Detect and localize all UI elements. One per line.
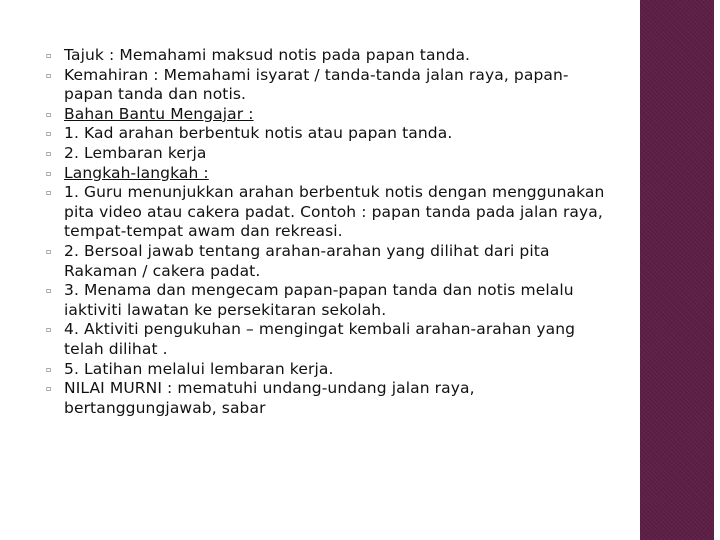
bullet-icon: ▫ <box>46 168 52 178</box>
decorative-side-panel <box>640 0 714 540</box>
bullet-icon: ▫ <box>46 188 52 198</box>
bullet-list <box>46 46 606 418</box>
list-item-bahan-1 <box>46 124 606 144</box>
list-item-langkah-2 <box>46 242 606 281</box>
list-item-kemahiran <box>46 66 606 105</box>
list-item-bahan-bantu <box>46 105 606 125</box>
list-item-text: NILAI MURNI : mematuhi undang-undang jalan raya, bertanggungjawab, sabar <box>64 379 475 417</box>
bullet-icon: ▫ <box>46 148 52 158</box>
list-item-text: Bahan Bantu Mengajar : <box>64 104 254 123</box>
bullet-icon: ▫ <box>46 246 52 256</box>
bullet-icon: ▫ <box>46 286 52 296</box>
list-item-text: 1. Guru menunjukkan arahan berbentuk notis dengan menggunakan pita video atau cakera padat. Contoh : papan tanda pada jalan raya, tempat-tempat awam dan rekreasi. <box>64 183 605 241</box>
bullet-icon: ▫ <box>46 384 52 394</box>
list-item-text: 1. Kad arahan berbentuk notis atau papan tanda. <box>64 124 453 143</box>
list-item-text: Tajuk : Memahami maksud notis pada papan tanda. <box>64 46 471 64</box>
side-panel-edge <box>714 0 720 540</box>
list-item-text: 4. Aktiviti pengukuhan – mengingat kembali arahan-arahan yang telah dilihat . <box>64 320 576 358</box>
list-item-text: 2. Bersoal jawab tentang arahan-arahan yang dilihat dari pita Rakaman / cakera padat. <box>64 241 550 280</box>
list-item-bahan-2 <box>46 144 606 164</box>
list-item-text: 5. Latihan melalui lembaran kerja. <box>64 359 334 378</box>
bullet-icon: ▫ <box>46 51 52 60</box>
bullet-icon: ▫ <box>46 364 52 374</box>
list-item-langkah-4 <box>46 320 606 359</box>
list-item-langkah-5 <box>46 360 606 380</box>
list-item-text: 3. Menama dan mengecam papan-papan tanda dan notis melalu iaktiviti lawatan ke persekitaran sekolah. <box>64 281 574 319</box>
bullet-icon: ▫ <box>46 325 52 335</box>
list-item-tajuk <box>46 46 606 66</box>
list-item-nilai-murni <box>46 379 606 418</box>
list-item-langkah-1 <box>46 183 606 242</box>
bullet-icon: ▫ <box>46 129 52 139</box>
bullet-icon: ▫ <box>46 70 52 80</box>
bullet-list-container <box>46 46 606 418</box>
list-item-text: 2. Lembaran kerja <box>64 143 207 162</box>
bullet-icon: ▫ <box>46 109 52 119</box>
list-item-text: Kemahiran : Memahami isyarat / tanda-tanda jalan raya, papan-papan tanda dan notis. <box>64 65 569 104</box>
list-item-langkah <box>46 164 606 184</box>
list-item-langkah-3 <box>46 281 606 320</box>
list-item-text: Langkah-langkah : <box>64 163 209 182</box>
